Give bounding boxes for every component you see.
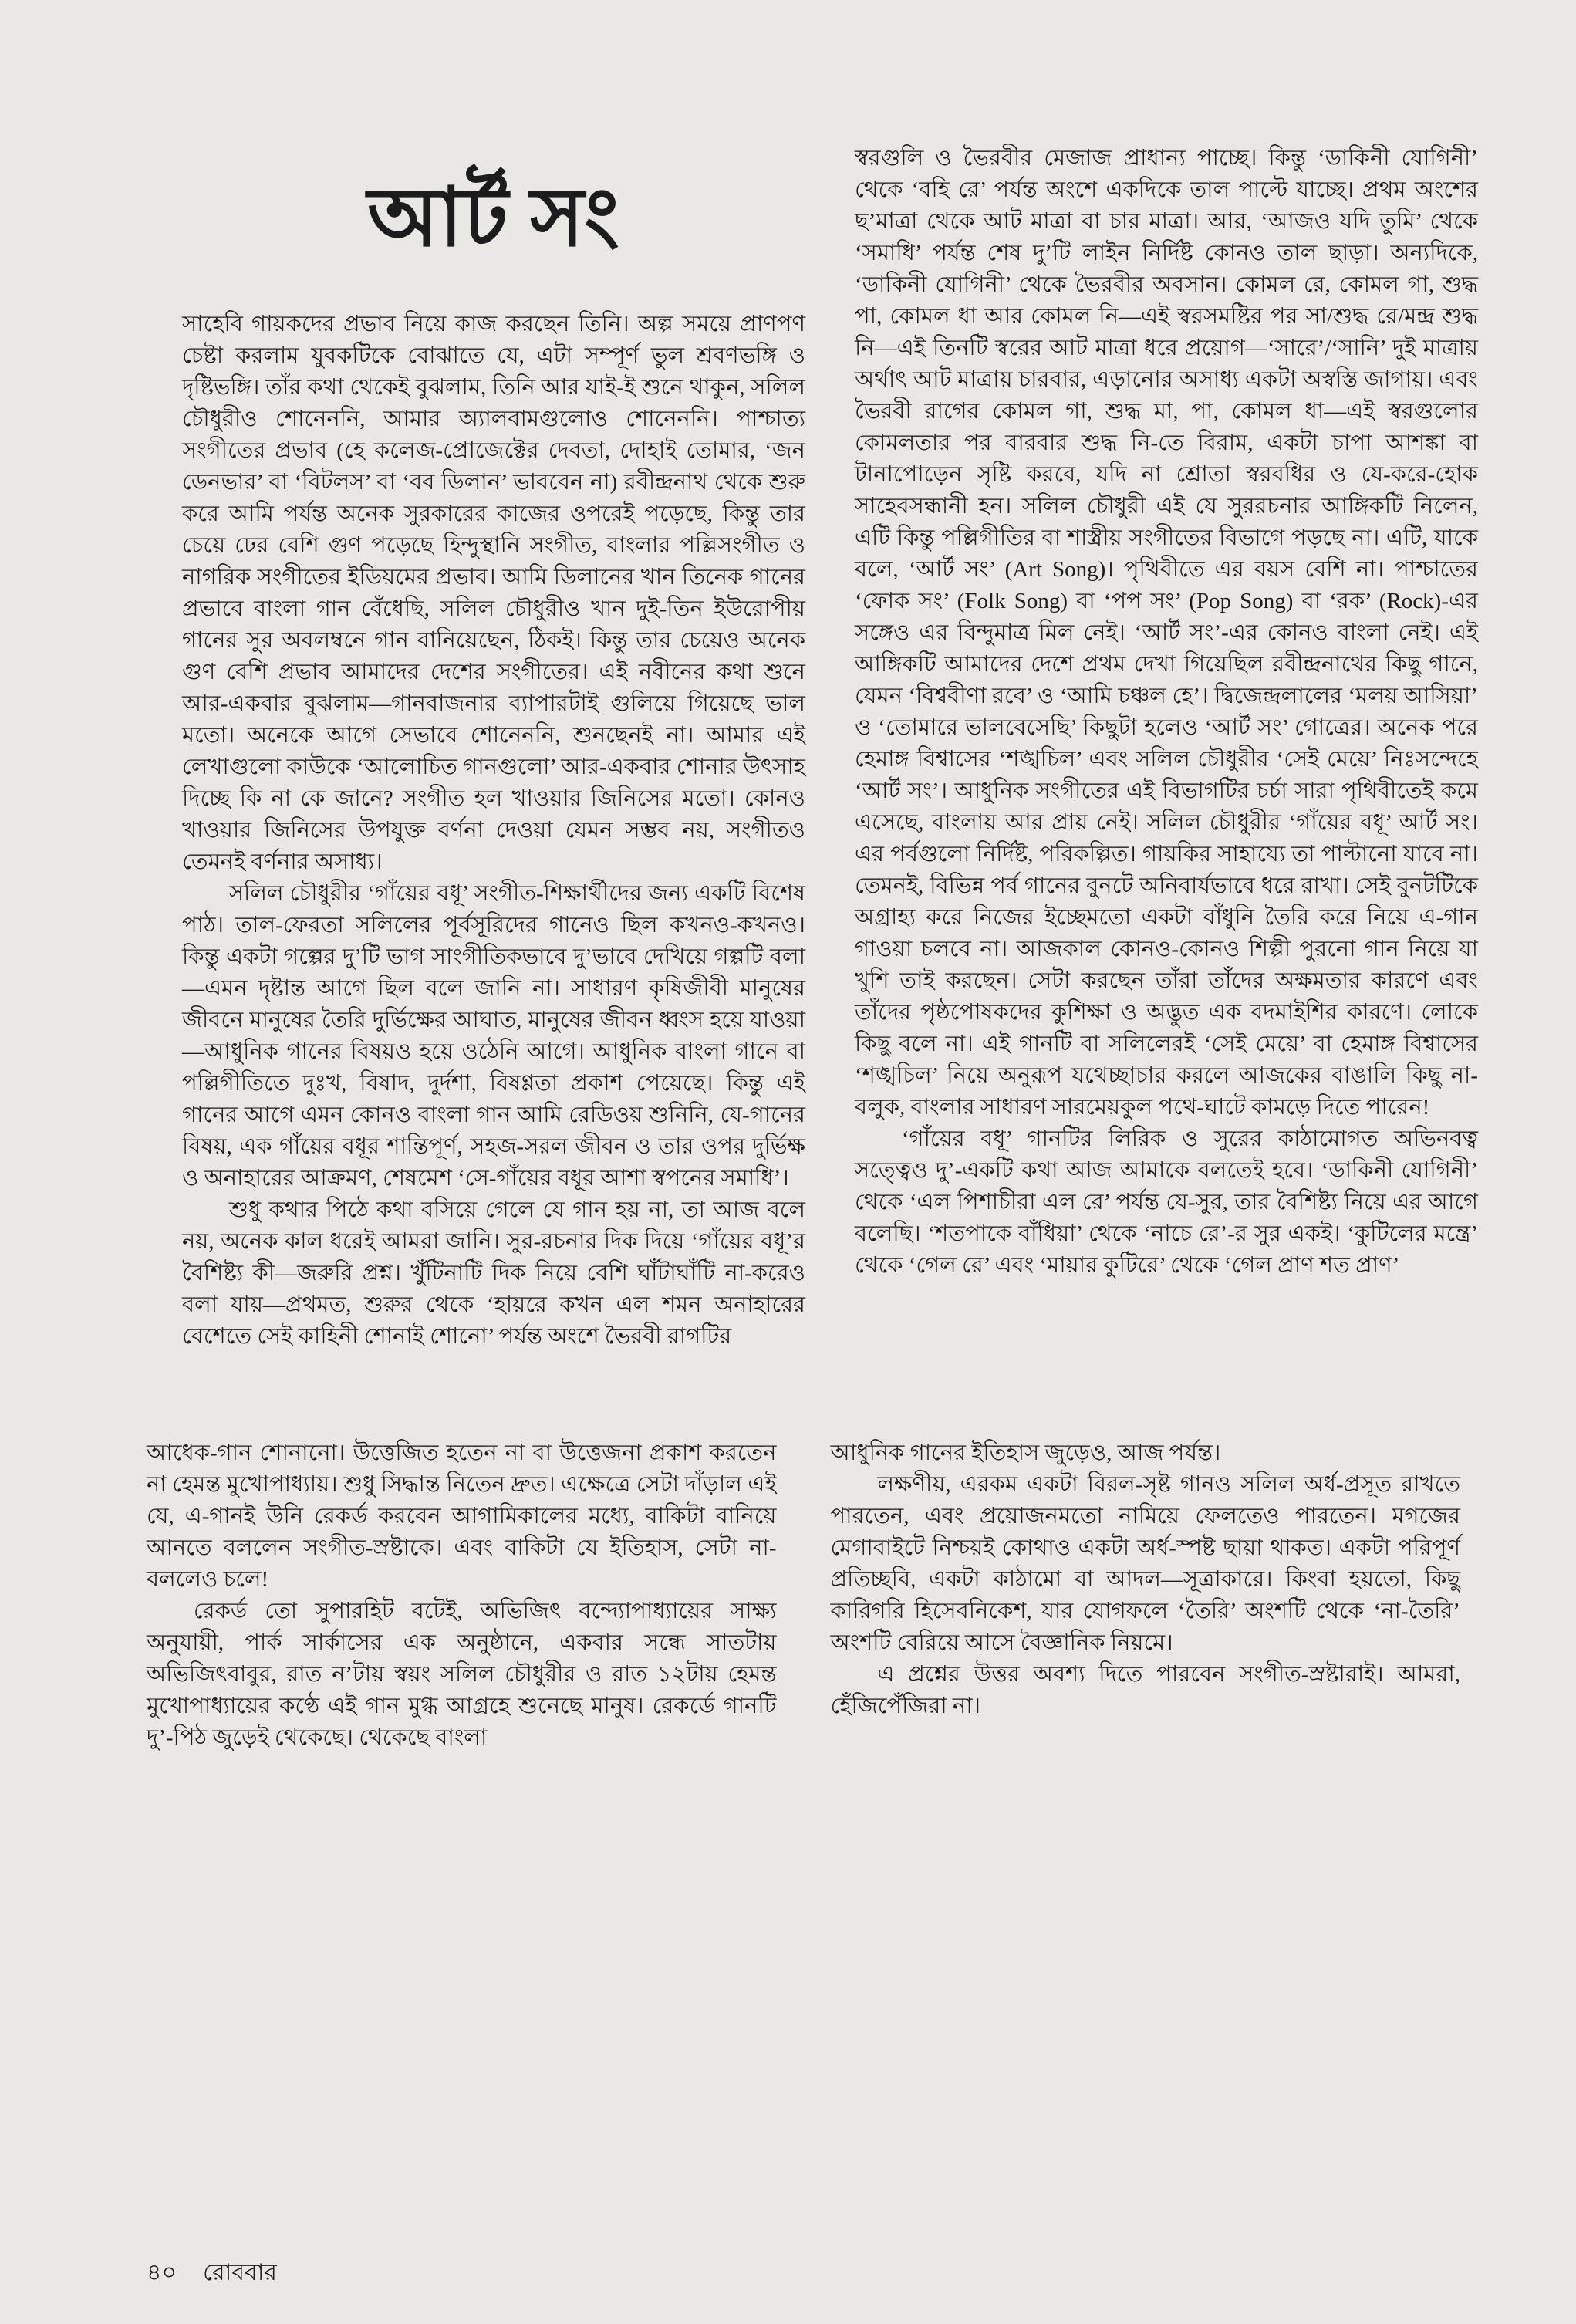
paragraph: ‘গাঁয়ের বধূ’ গানটির লিরিক ও সুরের কাঠামোগত অভিনবত্ব সত্ত্বেও দু’-একটি কথা আজ আমাকে বলতেই হবে। ‘ডাকিনী যোগিনী’ থেকে ‘এল পিশাচীরা এল রে’ পর্যন্ত যে-সুর, তার বৈশিষ্ট্য নিয়ে এর আগে বলেছি। ‘শতপাকে বাঁধিয়া’ থেকে ‘নাচে রে’-র সুর একই। ‘কুটিলের মন্ত্রে’ থেকে ‘গেল রে’ এবং ‘মায়ার কুটিরে’ থেকে ‘গেল প্রাণ শত প্রাণ’ bbox=[855, 1127, 1478, 1278]
page-footer bbox=[147, 2259, 277, 2287]
paragraph: সাহেবি গায়কদের প্রভাব নিয়ে কাজ করছেন তিনি। অল্প সময়ে প্রাণপণ চেষ্টা করলাম যুবকটিকে বোঝাতে যে, এটা সম্পূর্ণ ভুল শ্রবণভঙ্গি ও দৃষ্টিভঙ্গি। তাঁর কথা থেকেই বুঝলাম, তিনি আর যাই-ই শুনে থাকুন, সলিল চৌধুরীও শোনেননি, আমার অ্যালবামগুলোও শোনেননি। পাশ্চাত্য সংগীতের প্রভাব (হে কলেজ-প্রোজেক্টের দেবতা, দোহাই তোমার, ‘জন ডেনভার’ বা ‘বিটলস’ বা ‘বব ডিলান’ ভাববেন না) রবীন্দ্রনাথ থেকে শুরু করে আমি পর্যন্ত অনেক সুরকারের কাজের ওপরেই পড়েছে, কিন্তু তার চেয়ে ঢের বেশি গুণ পড়েছে হিন্দুস্থানি সংগীত, বাংলার পল্লিসংগীত ও নাগরিক সংগীতের ইডিয়মের প্রভাব। আমি ডিলানের খান তিনেক গানের প্রভাবে বাংলা গান বেঁধেছি, সলিল চৌধুরীও খান দুই-তিন ইউরোপীয় গানের সুর অবলম্বনে গান বানিয়েছেন, ঠিকই। কিন্তু তার চেয়েও অনেক গুণ বেশি প্রভাব আমাদের দেশের সংগীতের। এই নবীনের কথা শুনে আর-একবার বুঝলাম—গানবাজনার ব্যাপারটাই গুলিয়ে গিয়েছে ভাল মতো। অনেকে আগে সেভাবে শোনেননি, শুনছেনই না। আমার এই লেখাগুলো কাউকে ‘আলোচিত গানগুলো’ আর-একবার শোনার উৎসাহ দিচ্ছে কি না কে জানে? সংগীত হল খাওয়ার জিনিসের মতো। কোনও খাওয়ার জিনিসের উপযুক্ত বর্ণনা দেওয়া যেমন সম্ভব নয়, সংগীতও তেমনই বর্ণনার অসাধ্য। bbox=[182, 311, 805, 874]
paragraph: আধুনিক গানের ইতিহাস জুড়েও, আজ পর্যন্ত। bbox=[830, 1440, 1221, 1465]
paragraph: লক্ষণীয়, এরকম একটা বিরল-সৃষ্ট গানও সলিল অর্ধ-প্রসূত রাখতে পারতেন, এবং প্রয়োজনমতো নামিয়ে ফেলতেও পারতেন। মগজের মেগাবাইটে নিশ্চয়ই কোথাও একটা অর্ধ-স্পষ্ট ছায়া থাকত। একটা পরিপূর্ণ প্রতিচ্ছবি, একটা কাঠামো বা আদল—সূত্রাকারে। কিংবা হয়তো, কিছু কারিগরি হিসেবনিকেশ, যার যোগফলে ‘তৈরি’ অংশটি থেকে ‘না-তৈরি’ অংশটি বেরিয়ে আসে বৈজ্ঞানিক নিয়মে। bbox=[830, 1471, 1460, 1655]
bottom-section bbox=[0, 1353, 1576, 1754]
bottom-right-column bbox=[831, 1437, 1461, 1754]
bottom-left-column bbox=[147, 1437, 777, 1754]
paragraph: আধেক-গান শোনানো। উত্তেজিত হতেন না বা উত্তেজনা প্রকাশ করতেন না হেমন্ত মুখোপাধ্যায়। শুধু সিদ্ধান্ত নিতেন দ্রুত। এক্ষেত্রে সেটা দাঁড়াল এই যে, এ-গানই উনি রেকর্ড করবেন আগামিকালের মধ্যে, বাকিটা বানিয়ে আনতে বললেন সংগীত-স্রষ্টাকে। এবং বাকিটা যে ইতিহাস, সেটা না-বললেও চলে! bbox=[147, 1440, 777, 1592]
paragraph: এ প্রশ্নের উত্তর অবশ্য দিতে পারবেন সংগীত-স্রষ্টারাই। আমরা, হেঁজিপেঁজিরা না। bbox=[830, 1661, 1460, 1718]
page-number: ৪০ bbox=[147, 2260, 177, 2285]
magazine-name: রোববার bbox=[202, 2260, 277, 2285]
top-left-column bbox=[182, 143, 805, 1353]
top-right-column bbox=[855, 143, 1478, 1353]
article-title: আর্ট সং bbox=[367, 173, 620, 263]
paragraph: রেকর্ড তো সুপারহিট বটেই, অভিজিৎ বন্দ্যোপাধ্যায়ের সাক্ষ্য অনুযায়ী, পার্ক সার্কাসের এক অনুষ্ঠানে, একবার সন্ধে সাতটায় অভিজিৎবাবুর, রাত ন’টায় স্বয়ং সলিল চৌধুরীর ও রাত ১২টায় হেমন্ত মুখোপাধ্যায়ের কণ্ঠে এই গান মুগ্ধ আগ্রহে শুনেছে মানুষ। রেকর্ডে গানটি দু’-পিঠ জুড়েই থেকেছে। থেকেছে বাংলা bbox=[147, 1598, 777, 1750]
paragraph: স্বরগুলি ও ভৈরবীর মেজাজ প্রাধান্য পাচ্ছে। কিন্তু ‘ডাকিনী যোগিনী’ থেকে ‘বহি রে’ পর্যন্ত অংশে একদিকে তাল পাল্টে যাচ্ছে। প্রথম অংশের ছ’মাত্রা থেকে আট মাত্রা বা চার মাত্রা। আর, ‘আজও যদি তুমি’ থেকে ‘সমাধি’ পর্যন্ত শেষ দু’টি লাইন নির্দিষ্ট কোনও তাল ছাড়া। অন্যদিকে, ‘ডাকিনী যোগিনী’ থেকে ভৈরবীর অবসান। কোমল রে, কোমল গা, শুদ্ধ পা, কোমল ধা আর কোমল নি—এই স্বরসমষ্টির পর সা/শুদ্ধ রে/মন্দ্র শুদ্ধ নি—এই তিনটি স্বরের আট মাত্রা ধরে প্রয়োগ—‘সারে’/‘সানি’ দুই মাত্রায় অর্থাৎ আট মাত্রায় চারবার, এড়ানোর অসাধ্য একটা অস্বস্তি জাগায়। এবং ভৈরবী রাগের কোমল গা, শুদ্ধ মা, পা, কোমল ধা—এই স্বরগুলোর কোমলতার পর বারবার শুদ্ধ নি-তে বিরাম, একটা চাপা আশঙ্কা বা টানাপোড়েন সৃষ্টি করবে, যদি না শ্রোতা স্বরবধির ও যে-করে-হোক সাহেবসন্ধানী হন। সলিল চৌধুরী এই যে সুররচনার আঙ্গিকটি নিলেন, এটি কিন্তু পল্লিগীতির বা শাস্ত্রীয় সংগীতের বিভাগে পড়ছে না। এটি, যাকে বলে, ‘আর্ট সং’ (Art Song)। পৃথিবীতে এর বয়স বেশি না। পাশ্চাতের ‘ফোক সং’ (Folk Song) বা ‘পপ সং’ (Pop Song) বা ‘রক’ (Rock)-এর সঙ্গেও এর বিন্দুমাত্র মিল নেই। ‘আর্ট সং’-এর কোনও বাংলা নেই। এই আঙ্গিকটি আমাদের দেশে প্রথম দেখা গিয়েছিল রবীন্দ্রনাথের কিছু গানে, যেমন ‘বিশ্ববীণা রবে’ ও ‘আমি চঞ্চল হে’। দ্বিজেন্দ্রলালের ‘মলয় আসিয়া’ ও ‘তোমারে ভালবেসেছি’ কিছুটা হলেও ‘আর্ট সং’ গোত্রের। অনেক পরে হেমাঙ্গ বিশ্বাসের ‘শঙ্খচিল’ এবং সলিল চৌধুরীর ‘সেই মেয়ে’ নিঃসন্দেহে ‘আর্ট সং’। আধুনিক সংগীতের এই বিভাগটির চর্চা সারা পৃথিবীতেই কমে এসেছে, বাংলায় আর প্রায় নেই। সলিল চৌধুরীর ‘গাঁয়ের বধূ’ আর্ট সং। এর পর্বগুলো নির্দিষ্ট, পরিকল্পিত। গায়কির সাহায্যে তা পাল্টানো যাবে না। তেমনই, বিভিন্ন পর্ব গানের বুনটে অনিবার্যভাবে ধরে রাখা। সেই বুনটটিকে অগ্রাহ্য করে নিজের ইচ্ছেমতো একটা বাঁধুনি তৈরি করে নিয়ে এ-গান গাওয়া চলবে না। আজকাল কোনও-কোনও শিল্পী পুরনো গান নিয়ে যা খুশি তাই করছেন। সেটা করছেন তাঁরা তাঁদের অক্ষমতার কারণে এবং তাঁদের পৃষ্ঠপোষকদের কুশিক্ষা ও অদ্ভুত এক বদমাইশির কারণে। লোকে কিছু বলে না। এই গানটি বা সলিলেরই ‘সেই মেয়ে’ বা হেমাঙ্গ বিশ্বাসের ‘শঙ্খচিল’ নিয়ে অনুরূপ যথেচ্ছাচার করলে আজকের বাঙালি কিছু না-বলুক, বাংলার সাধারণ সারমেয়কুল পথে-ঘাটে কামড়ে দিতে পারেন! bbox=[855, 146, 1478, 1120]
paragraph: শুধু কথার পিঠে কথা বসিয়ে গেলে যে গান হয় না, তা আজ বলে নয়, অনেক কাল ধরেই আমরা জানি। সুর-রচনার দিক দিয়ে ‘গাঁয়ের বধূ’র বৈশিষ্ট্য কী—জরুরি প্রশ্ন। খুঁটিনাটি দিক নিয়ে বেশি ঘাঁটাঘাঁটি না-করেও বলা যায়—প্রথমত, শুরুর থেকে ‘হায়রে কখন এল শমন অনাহারের বেশেতে সেই কাহিনী শোনাই শোনো’ পর্যন্ত অংশে ভৈরবী রাগটির bbox=[182, 1197, 805, 1349]
paragraph: সলিল চৌধুরীর ‘গাঁয়ের বধূ’ সংগীত-শিক্ষার্থীদের জন্য একটি বিশেষ পাঠ। তাল-ফেরতা সলিলের পূর্বসূরিদের গানেও ছিল কখনও-কখনও। কিন্তু একটা গল্পের দু’টি ভাগ সাংগীতিকভাবে দু’ভাবে দেখিয়ে গল্পটি বলা—এমন দৃষ্টান্ত আগে ছিল বলে জানি না। সাধারণ কৃষিজীবী মানুষের জীবনে মানুষের তৈরি দুর্ভিক্ষের আঘাত, মানুষের জীবন ধ্বংস হয়ে যাওয়া—আধুনিক গানের বিষয়ও হয়ে ওঠেনি আগে। আধুনিক বাংলা গানে বা পল্লিগীতিতে দুঃখ, বিষাদ, দুর্দশা, বিষণ্ণতা প্রকাশ পেয়েছে। কিন্তু এই গানের আগে এমন কোনও বাংলা গান আমি রেডিওয় শুনিনি, যে-গানের বিষয়, এক গাঁয়ের বধূর শান্তিপূর্ণ, সহজ-সরল জীবন ও তার ওপর দুর্ভিক্ষ ও অনাহারের আক্রমণ, শেষমেশ ‘সে-গাঁয়ের বধূর আশা স্বপনের সমাধি’। bbox=[182, 880, 805, 1191]
